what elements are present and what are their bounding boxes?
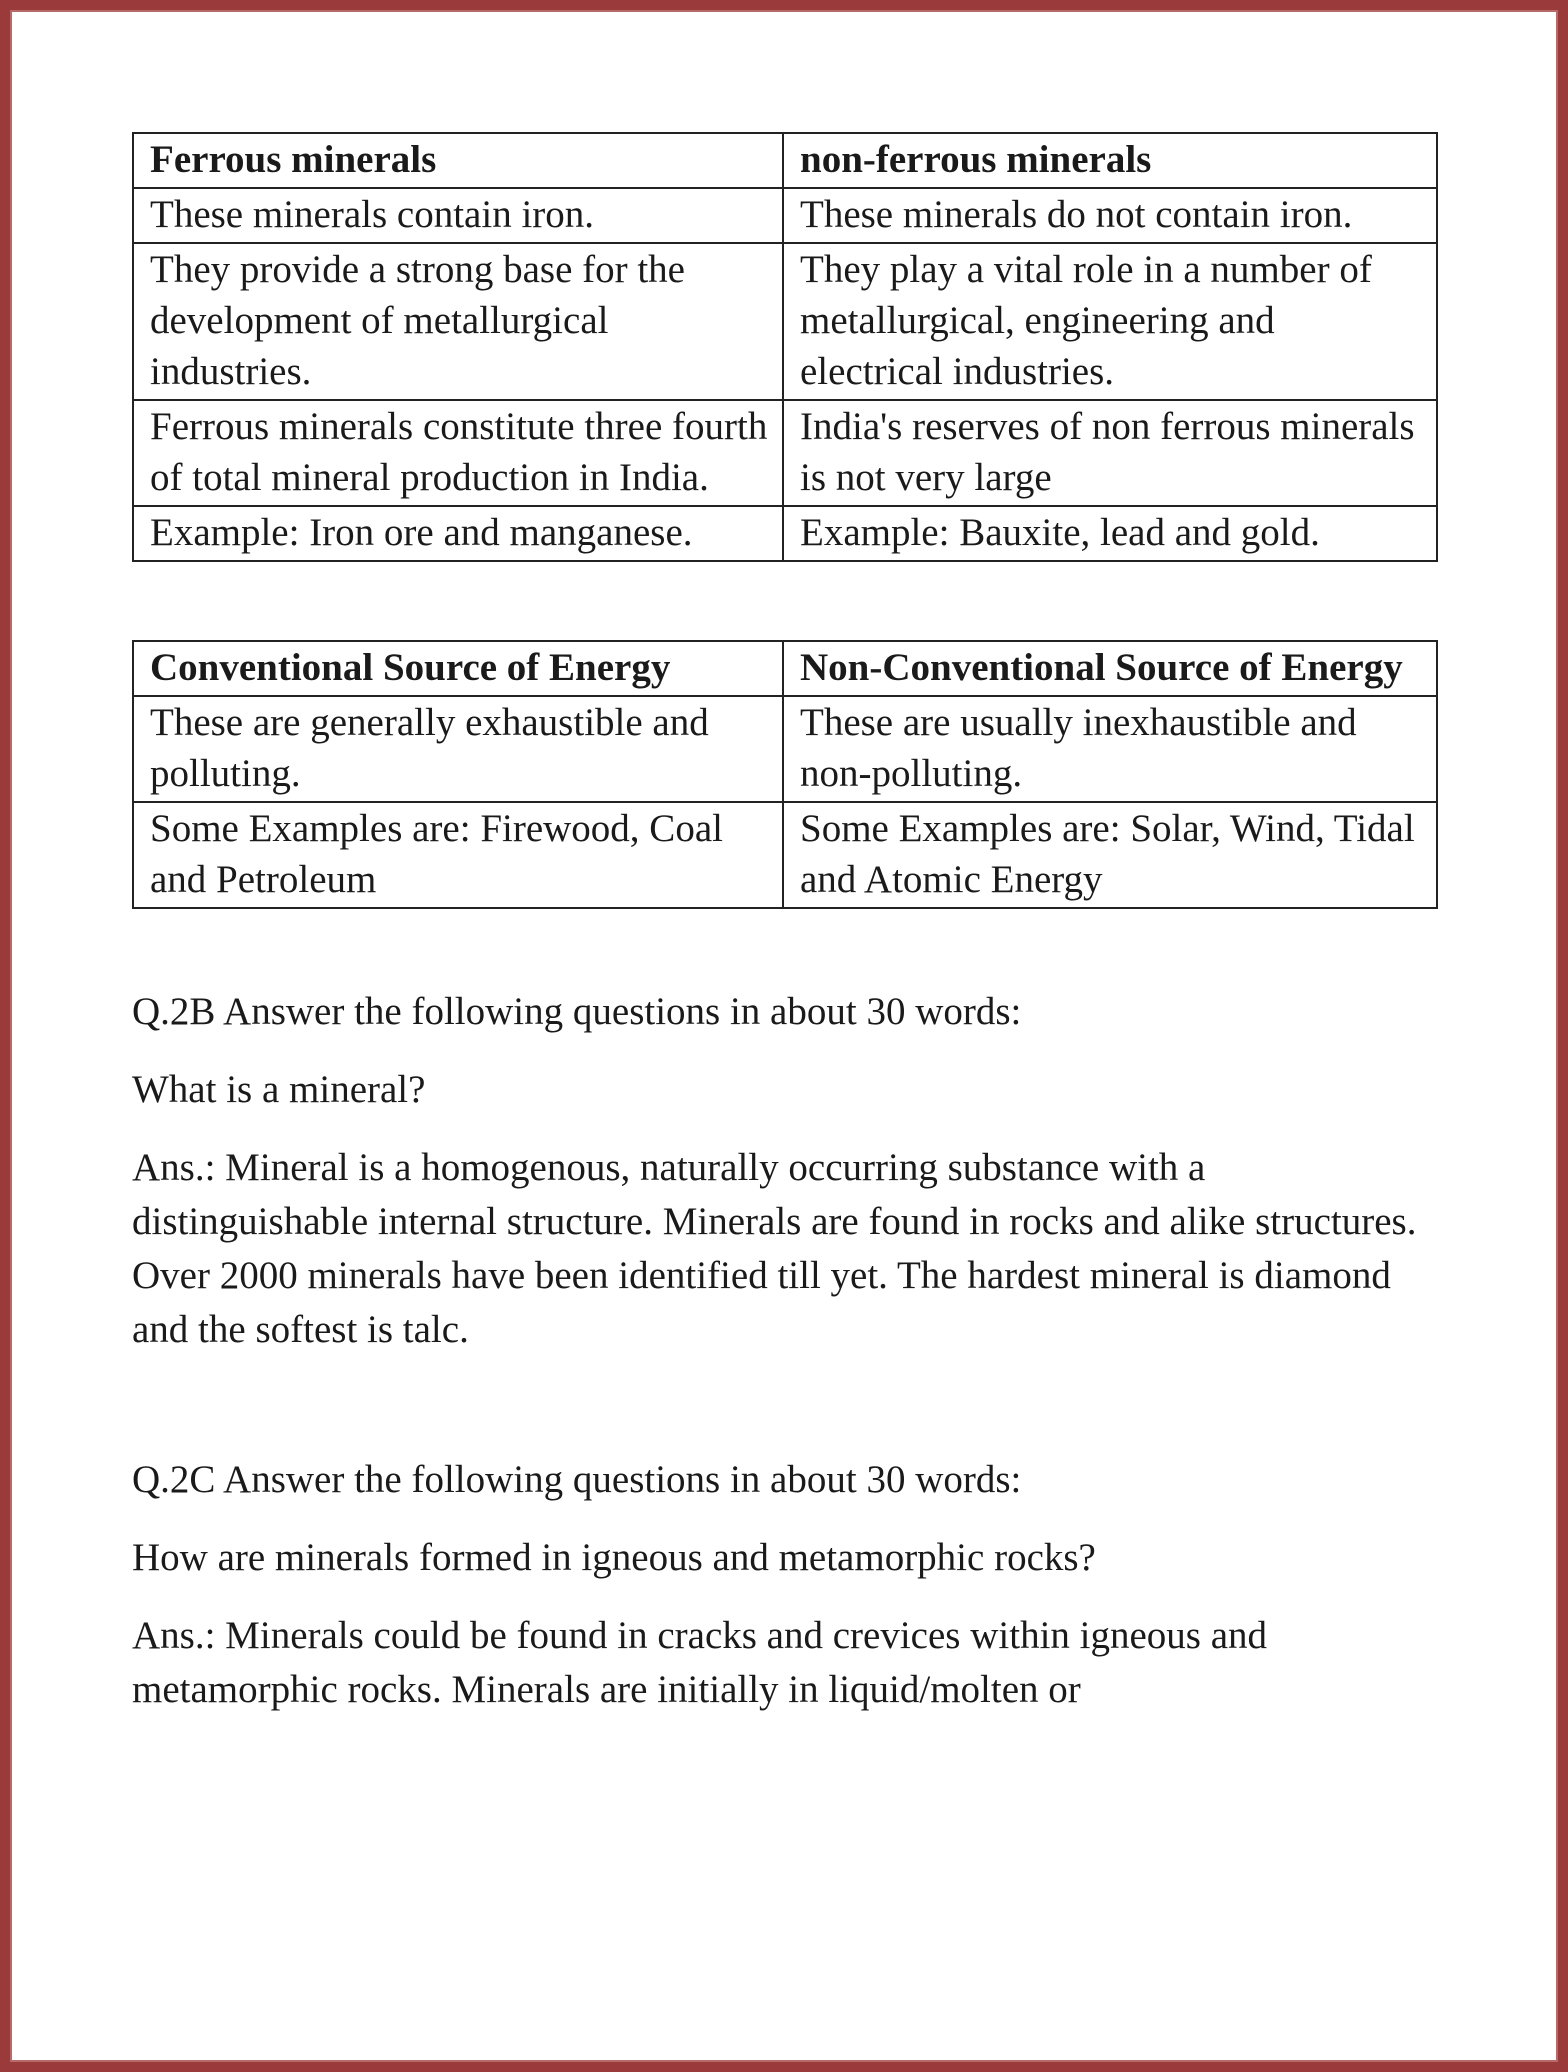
table-cell: Some Examples are: Firewood, Coal and Petroleum — [133, 802, 783, 908]
question-text: What is a mineral? — [132, 1068, 426, 1111]
table-header-non-ferrous: non-ferrous minerals — [783, 133, 1437, 188]
table-cell: These minerals do not contain iron. — [783, 188, 1437, 243]
table-cell: These minerals contain iron. — [133, 188, 783, 243]
table-cell: Ferrous minerals constitute three fourth of total mineral production in India. — [133, 400, 783, 506]
table-cell: Example: Iron ore and manganese. — [133, 506, 783, 561]
table-row — [133, 400, 1437, 506]
answer-text: Ans.: Minerals could be found in cracks and crevices within igneous and metamorphic rocks. Minerals are initially in liquid/molten or — [132, 1614, 1268, 1711]
question-heading: Q.2B Answer the following questions in about 30 words: — [132, 990, 1022, 1033]
table-cell: They provide a strong base for the development of metallurgical industries. — [133, 243, 783, 400]
table-cell: They play a vital role in a number of metallurgical, engineering and electrical industries. — [783, 243, 1437, 400]
table-cell: Some Examples are: Solar, Wind, Tidal and Atomic Energy — [783, 802, 1437, 908]
table-cell: Example: Bauxite, lead and gold. — [783, 506, 1437, 561]
question-2c — [132, 1453, 1436, 1717]
energy-comparison-table — [132, 640, 1438, 909]
table-header-ferrous: Ferrous minerals — [133, 133, 783, 188]
question-text: How are minerals formed in igneous and metamorphic rocks? — [132, 1536, 1096, 1579]
table-cell: India's reserves of non ferrous minerals is not very large — [783, 400, 1437, 506]
table-row — [133, 802, 1437, 908]
table-header-non-conventional: Non-Conventional Source of Energy — [783, 641, 1437, 696]
question-heading: Q.2C Answer the following questions in about 30 words: — [132, 1458, 1022, 1501]
table-header-row — [133, 641, 1437, 696]
table-cell: These are usually inexhaustible and non-polluting. — [783, 696, 1437, 802]
minerals-comparison-table — [132, 132, 1438, 562]
answer-text: Ans.: Mineral is a homogenous, naturally occurring substance with a distinguishable internal structure. Minerals are found in rocks and alike structures. Over 2000 minerals have been identified till yet. The hardest mineral is diamond and the softest is talc. — [132, 1146, 1417, 1351]
table-row — [133, 506, 1437, 561]
table-row — [133, 696, 1437, 802]
table-header-conventional: Conventional Source of Energy — [133, 641, 783, 696]
spacer — [132, 562, 1436, 640]
table-header-row — [133, 133, 1437, 188]
table-row — [133, 243, 1437, 400]
table-cell: These are generally exhaustible and polluting. — [133, 696, 783, 802]
page-content — [132, 132, 1436, 1717]
question-2b — [132, 985, 1436, 1357]
table-row — [133, 188, 1437, 243]
